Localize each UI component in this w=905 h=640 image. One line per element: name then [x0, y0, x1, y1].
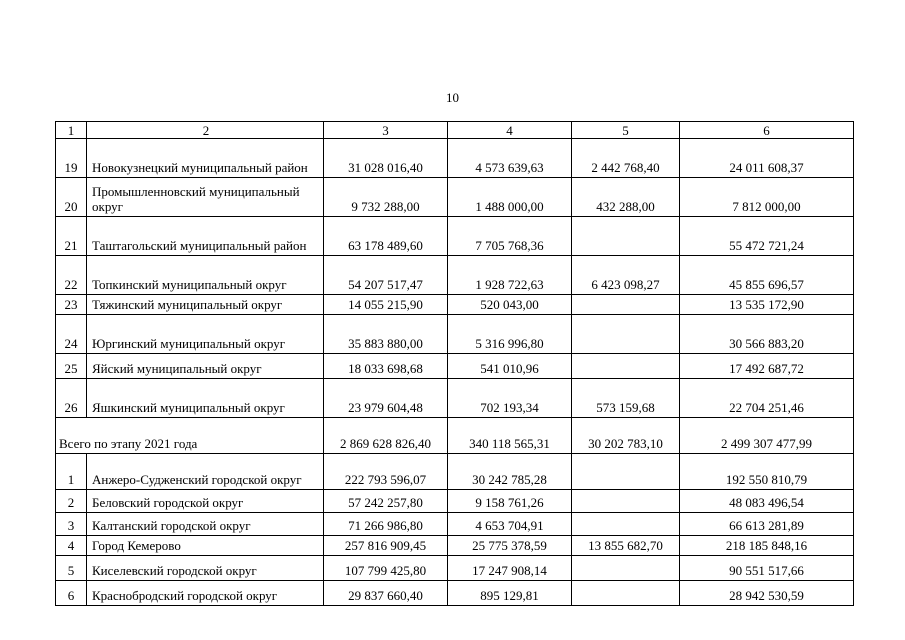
amount-col5: 30 202 783,10: [572, 418, 680, 454]
header-cell-6: 6: [680, 122, 854, 139]
row-number: 1: [56, 454, 87, 490]
table-row: [56, 315, 854, 354]
total-amount: 31 028 016,40: [324, 139, 448, 178]
table-row: [56, 217, 854, 256]
amount-col6: 30 566 883,20: [680, 315, 854, 354]
total-amount: 23 979 604,48: [324, 379, 448, 418]
amount-col4: 30 242 785,28: [448, 454, 572, 490]
row-number: 24: [56, 315, 87, 354]
amount-col4: 4 573 639,63: [448, 139, 572, 178]
row-number: 23: [56, 295, 87, 315]
municipality-name: Калтанский городской округ: [87, 513, 324, 536]
amount-col4: 9 158 761,26: [448, 490, 572, 513]
amount-col4: 520 043,00: [448, 295, 572, 315]
table-row: [56, 139, 854, 178]
amount-col6: 90 551 517,66: [680, 556, 854, 581]
amount-col4: 541 010,96: [448, 354, 572, 379]
table-row: [56, 256, 854, 295]
municipality-name: Яшкинский муниципальный округ: [87, 379, 324, 418]
total-row: [56, 418, 854, 454]
municipality-name: Таштагольский муниципальный район: [87, 217, 324, 256]
row-number: 20: [56, 178, 87, 217]
header-cell-5: 5: [572, 122, 680, 139]
page-number: 10: [446, 90, 459, 105]
amount-col4: 1 488 000,00: [448, 178, 572, 217]
total-amount: 257 816 909,45: [324, 536, 448, 556]
total-amount: 18 033 698,68: [324, 354, 448, 379]
amount-col5: 573 159,68: [572, 379, 680, 418]
amount-col6: 2 499 307 477,99: [680, 418, 854, 454]
total-amount: 63 178 489,60: [324, 217, 448, 256]
municipality-name: Анжеро-Судженский городской округ: [87, 454, 324, 490]
table-row: [56, 379, 854, 418]
amount-col6: 48 083 496,54: [680, 490, 854, 513]
row-number: 6: [56, 581, 87, 606]
amount-col4: 702 193,34: [448, 379, 572, 418]
row-number: 25: [56, 354, 87, 379]
table-row: [56, 490, 854, 513]
total-amount: 35 883 880,00: [324, 315, 448, 354]
row-number: 21: [56, 217, 87, 256]
amount-col4: 17 247 908,14: [448, 556, 572, 581]
municipality-name: Новокузнецкий муниципальный район: [87, 139, 324, 178]
amount-col4: 25 775 378,59: [448, 536, 572, 556]
amount-col5: 432 288,00: [572, 178, 680, 217]
total-amount: 9 732 288,00: [324, 178, 448, 217]
amount-col4: 5 316 996,80: [448, 315, 572, 354]
amount-col5: [572, 581, 680, 606]
total-amount: 14 055 215,90: [324, 295, 448, 315]
row-number: 2: [56, 490, 87, 513]
amount-col4: 1 928 722,63: [448, 256, 572, 295]
municipality-name: Краснобродский городской округ: [87, 581, 324, 606]
table-row: [56, 581, 854, 606]
amount-col5: [572, 556, 680, 581]
row-number: 26: [56, 379, 87, 418]
amount-col5: [572, 490, 680, 513]
total-amount: 107 799 425,80: [324, 556, 448, 581]
amount-col4: 7 705 768,36: [448, 217, 572, 256]
total-label: Всего по этапу 2021 года: [56, 418, 324, 454]
total-amount: 29 837 660,40: [324, 581, 448, 606]
amount-col5: 2 442 768,40: [572, 139, 680, 178]
amount-col6: 218 185 848,16: [680, 536, 854, 556]
table-row: [56, 178, 854, 217]
header-cell-4: 4: [448, 122, 572, 139]
amount-col5: [572, 295, 680, 315]
amount-col4: 895 129,81: [448, 581, 572, 606]
amount-col6: 28 942 530,59: [680, 581, 854, 606]
amount-col6: 17 492 687,72: [680, 354, 854, 379]
amount-col6: 24 011 608,37: [680, 139, 854, 178]
table-row: [56, 556, 854, 581]
table-row: [56, 454, 854, 490]
amount-col4: 340 118 565,31: [448, 418, 572, 454]
amount-col5: 13 855 682,70: [572, 536, 680, 556]
amount-col5: [572, 315, 680, 354]
amount-col6: 45 855 696,57: [680, 256, 854, 295]
amount-col5: [572, 354, 680, 379]
municipality-name: Киселевский городской округ: [87, 556, 324, 581]
amount-col5: [572, 217, 680, 256]
municipality-name: Беловский городской округ: [87, 490, 324, 513]
total-amount: 2 869 628 826,40: [324, 418, 448, 454]
row-number: 5: [56, 556, 87, 581]
amount-col6: 22 704 251,46: [680, 379, 854, 418]
table-row: [56, 354, 854, 379]
amount-col4: 4 653 704,91: [448, 513, 572, 536]
municipality-name: Яйский муниципальный округ: [87, 354, 324, 379]
amount-col6: 13 535 172,90: [680, 295, 854, 315]
table-row: [56, 536, 854, 556]
total-amount: 54 207 517,47: [324, 256, 448, 295]
amount-col5: [572, 454, 680, 490]
header-cell-2: 2: [87, 122, 324, 139]
total-amount: 71 266 986,80: [324, 513, 448, 536]
amount-col6: 192 550 810,79: [680, 454, 854, 490]
amount-col6: 7 812 000,00: [680, 178, 854, 217]
table-row: [56, 513, 854, 536]
municipality-name: Юргинский муниципальный округ: [87, 315, 324, 354]
budget-table: [55, 121, 854, 606]
municipality-name: Город Кемерово: [87, 536, 324, 556]
municipality-name: Топкинский муниципальный округ: [87, 256, 324, 295]
amount-col6: 66 613 281,89: [680, 513, 854, 536]
municipality-name: Тяжинский муниципальный округ: [87, 295, 324, 315]
amount-col5: 6 423 098,27: [572, 256, 680, 295]
row-number: 19: [56, 139, 87, 178]
row-number: 3: [56, 513, 87, 536]
amount-col5: [572, 513, 680, 536]
row-number: 22: [56, 256, 87, 295]
table-header-row: [56, 122, 854, 139]
total-amount: 222 793 596,07: [324, 454, 448, 490]
amount-col6: 55 472 721,24: [680, 217, 854, 256]
table-row: [56, 295, 854, 315]
total-amount: 57 242 257,80: [324, 490, 448, 513]
header-cell-3: 3: [324, 122, 448, 139]
row-number: 4: [56, 536, 87, 556]
municipality-name: Промышленновский муниципальный округ: [87, 178, 324, 217]
header-cell-1: 1: [56, 122, 87, 139]
